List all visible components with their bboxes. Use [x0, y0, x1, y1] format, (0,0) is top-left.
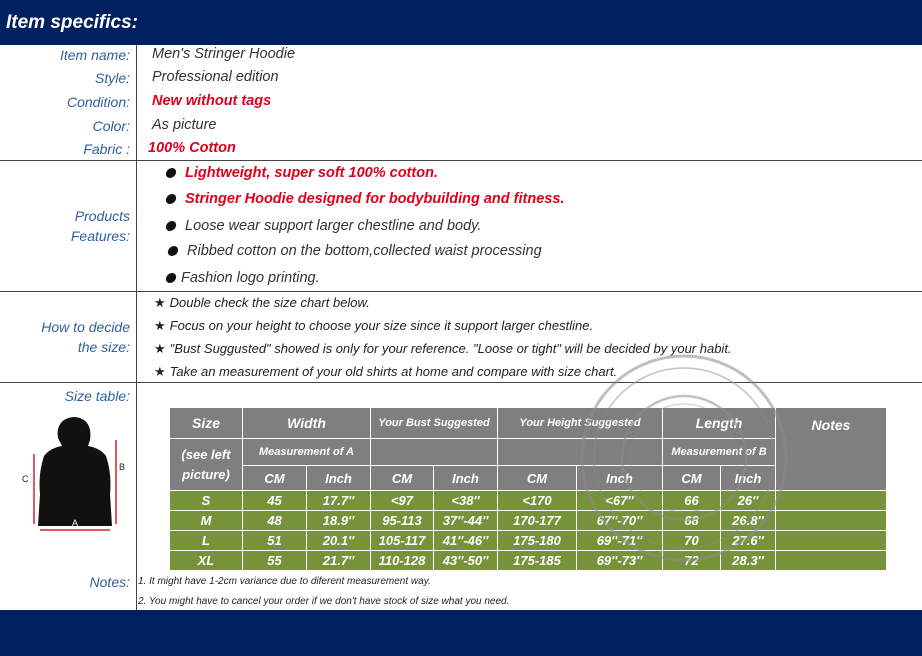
section-divider: [0, 291, 922, 292]
bullet-icon: [165, 273, 177, 283]
footer-bar: [0, 610, 922, 656]
features-label: Features:: [70, 228, 130, 244]
feature-item: Loose wear support larger chestline and body.: [166, 218, 481, 234]
bullet-icon: [165, 168, 177, 178]
note-line: 1. It might have 1-2cm variance due to diferent measurement way.: [138, 576, 431, 587]
header-measurement-b: Measurement of B: [663, 439, 776, 466]
size-cell-length-cm: 66: [663, 491, 721, 511]
size-cell-size: L: [170, 531, 243, 551]
size-cell-length-cm: 70: [663, 531, 721, 551]
size-cell-width-in: 20.1'': [307, 531, 371, 551]
condition-label: Condition:: [66, 94, 130, 110]
bullet-icon: [165, 194, 177, 204]
star-icon: ★: [154, 364, 166, 379]
item-name-label: Item name:: [59, 47, 130, 63]
size-cell-length-in: 27.6'': [721, 531, 776, 551]
size-cell-height-cm: 175-180: [498, 531, 577, 551]
size-guide-label: the size:: [77, 339, 130, 355]
size-cell-height-in: 69''-73'': [577, 551, 663, 571]
size-tip: ★ Focus on your height to choose your size since it support larger chestline.: [154, 318, 594, 333]
feature-item: Fashion logo printing.: [166, 270, 320, 286]
size-cell-height-cm: 175-185: [498, 551, 577, 571]
bullet-icon: [165, 221, 177, 231]
header-length: Length: [663, 408, 776, 439]
header-bust-blank: [371, 439, 498, 466]
size-cell-bust-in: 41''-46'': [434, 531, 498, 551]
size-cell-width-in: 21.7'': [307, 551, 371, 571]
fabric-label: Fabric :: [83, 141, 130, 157]
hoodie-shape: [38, 417, 112, 526]
header-size: Size: [170, 408, 243, 439]
column-divider: [136, 45, 137, 610]
size-cell-size: S: [170, 491, 243, 511]
header-height-inch: Inch: [577, 466, 663, 491]
bullet-icon: [167, 246, 179, 256]
size-table-label: Size table:: [64, 388, 130, 404]
size-cell-bust-in: <38'': [434, 491, 498, 511]
notes-label: Notes:: [89, 574, 130, 590]
figure-label-c: C: [22, 474, 29, 484]
hoodie-diagram: [18, 412, 130, 540]
star-icon: ★: [154, 318, 166, 333]
header-bust-cm: CM: [371, 466, 434, 491]
color-label: Color:: [92, 118, 130, 134]
color-value: As picture: [152, 117, 217, 133]
size-cell-length-in: 26'': [721, 491, 776, 511]
size-cell-bust-in: 43''-50'': [434, 551, 498, 571]
note-line: 2. You might have to cancel your order if we don't have stock of size what you need.: [138, 596, 510, 607]
size-tip: ★ Double check the size chart below.: [154, 295, 370, 310]
header-measurement-a: Measurement of A: [243, 439, 371, 466]
feature-item: Lightweight, super soft 100% cotton.: [166, 165, 438, 181]
size-cell-bust-cm: 95-113: [371, 511, 434, 531]
size-cell-width-cm: 48: [243, 511, 307, 531]
fabric-value: 100% Cotton: [148, 140, 236, 156]
star-icon: ★: [154, 341, 166, 356]
size-cell-notes: [776, 531, 886, 551]
size-cell-bust-cm: 105-117: [371, 531, 434, 551]
header-see-left: (see left picture): [170, 439, 243, 491]
feature-item: Stringer Hoodie designed for bodybuilding and fitness.: [166, 191, 564, 207]
condition-value: New without tags: [152, 93, 272, 109]
header-height-cm: CM: [498, 466, 577, 491]
size-cell-bust-cm: <97: [371, 491, 434, 511]
page-title: Item specifics:: [6, 12, 138, 33]
size-cell-length-cm: 72: [663, 551, 721, 571]
size-cell-height-in: <67'': [577, 491, 663, 511]
size-cell-height-cm: <170: [498, 491, 577, 511]
header-width-inch: Inch: [307, 466, 371, 491]
size-cell-bust-in: 37''-44'': [434, 511, 498, 531]
size-cell-height-cm: 170-177: [498, 511, 577, 531]
header-bust: Your Bust Suggested: [371, 408, 498, 439]
size-cell-size: XL: [170, 551, 243, 571]
size-cell-width-in: 18.9'': [307, 511, 371, 531]
size-guide-label: How to decide: [41, 319, 130, 335]
header-height-blank: [498, 439, 663, 466]
size-cell-height-in: 67''-70'': [577, 511, 663, 531]
size-cell-notes: [776, 551, 886, 571]
size-cell-notes: [776, 491, 886, 511]
star-icon: ★: [154, 295, 166, 310]
features-label: Products: [74, 208, 130, 224]
size-cell-notes: [776, 511, 886, 531]
size-tip: ★ "Bust Suggusted" showed is only for your reference. "Loose or tight" will be decided by your habit.: [154, 341, 732, 356]
header-length-inch: Inch: [721, 466, 776, 491]
header-width-cm: CM: [243, 466, 307, 491]
figure-label-b: B: [119, 462, 126, 472]
header-length-cm: CM: [663, 466, 721, 491]
size-cell-width-cm: 51: [243, 531, 307, 551]
header-width: Width: [243, 408, 371, 439]
section-divider: [0, 160, 922, 161]
header-bar: [0, 0, 922, 45]
size-cell-length-in: 26.8'': [721, 511, 776, 531]
section-divider: [0, 382, 922, 383]
style-label: Style:: [94, 70, 130, 86]
size-cell-length-cm: 68: [663, 511, 721, 531]
size-cell-width-in: 17.7'': [307, 491, 371, 511]
size-cell-length-in: 28.3'': [721, 551, 776, 571]
item-name-value: Men's Stringer Hoodie: [152, 46, 296, 62]
size-tip: ★ Take an measurement of your old shirts at home and compare with size chart.: [154, 364, 618, 379]
figure-label-a: A: [72, 518, 79, 528]
header-bust-inch: Inch: [434, 466, 498, 491]
feature-item: Ribbed cotton on the bottom,collected waist processing: [168, 243, 542, 259]
size-cell-size: M: [170, 511, 243, 531]
size-cell-bust-cm: 110-128: [371, 551, 434, 571]
size-cell-width-cm: 45: [243, 491, 307, 511]
header-height: Your Height Suggested: [498, 408, 663, 439]
style-value: Professional edition: [152, 69, 279, 85]
size-cell-width-cm: 55: [243, 551, 307, 571]
header-notes: Notes: [776, 408, 886, 491]
size-cell-height-in: 69''-71'': [577, 531, 663, 551]
